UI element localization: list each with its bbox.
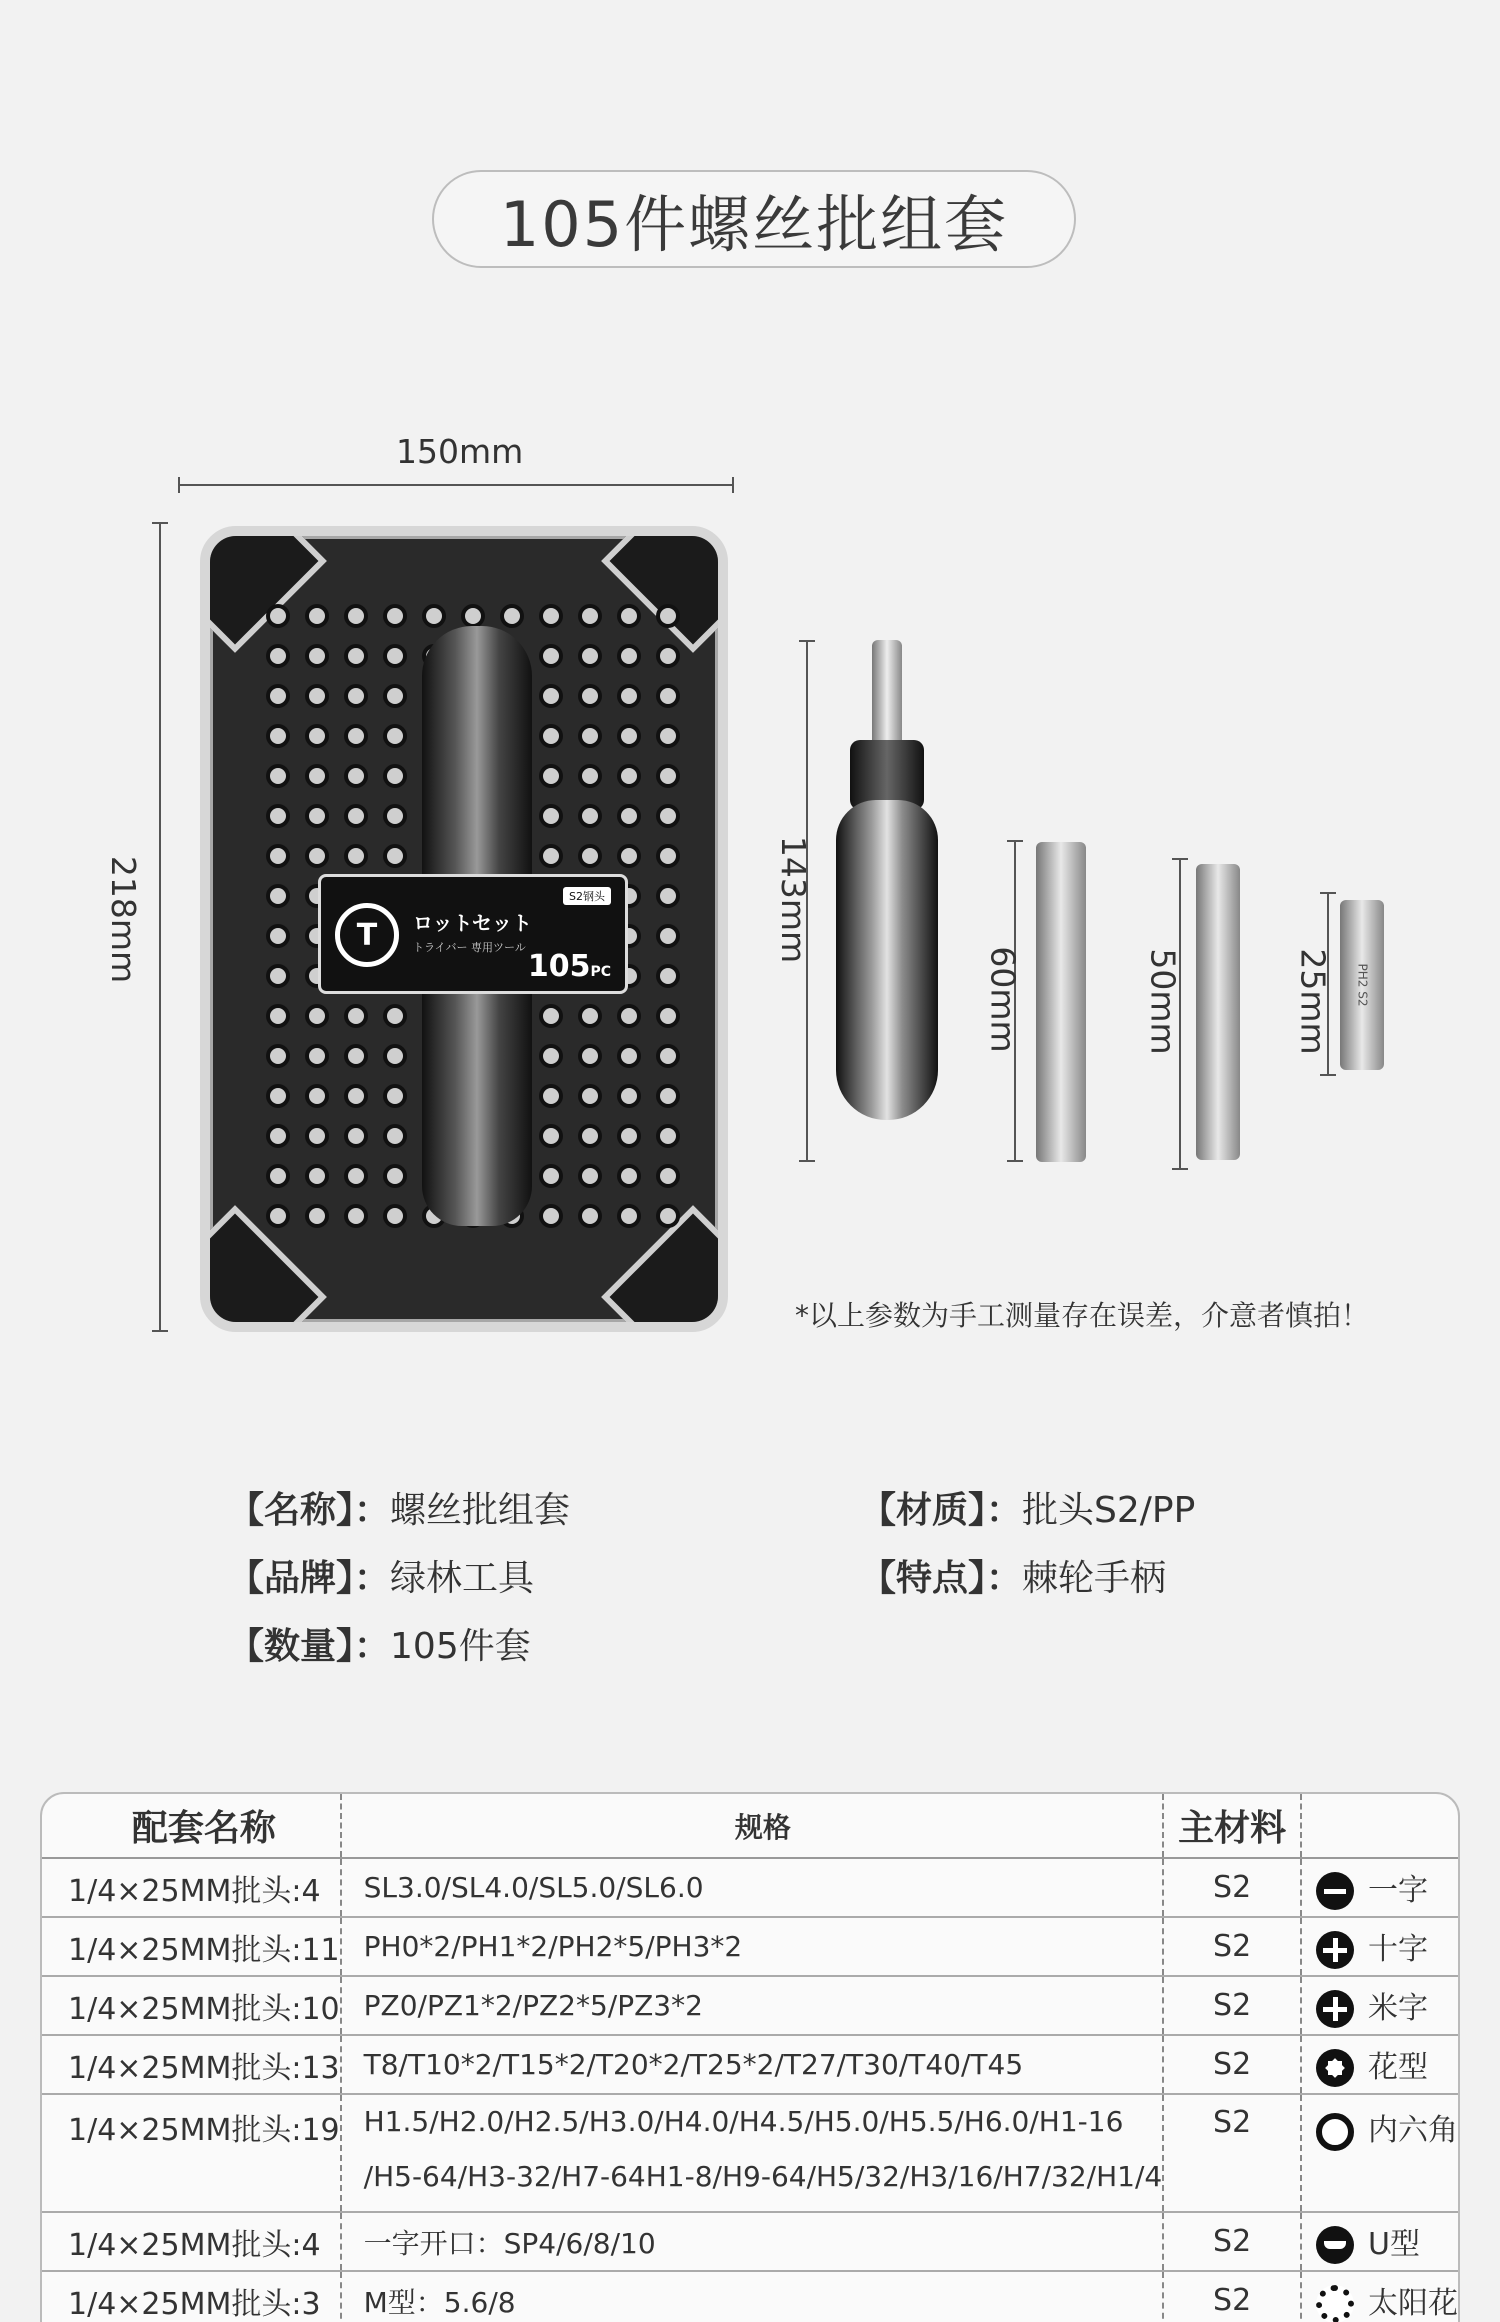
driver-length-tick-top	[799, 640, 815, 642]
ext2-length-label: 50mm	[1143, 948, 1183, 1055]
table-row	[42, 1917, 1458, 1976]
bit-marking: PH2 S2	[1355, 963, 1369, 1007]
box-label-subtitle: トライバー 専用ツール	[413, 941, 526, 954]
row-name: 1/4×25MM批头:11	[42, 1917, 341, 1976]
box-height-line	[159, 522, 161, 1332]
row-name: 1/4×25MM批头:3	[42, 2271, 341, 2322]
table-header-row	[42, 1794, 1458, 1858]
star-icon	[1316, 2049, 1354, 2087]
row-type-label: 太阳花	[1368, 2285, 1458, 2321]
box-width-tick-left	[178, 477, 180, 493]
box-label-count-number: 105	[527, 949, 591, 984]
minus-icon	[1316, 1872, 1354, 1910]
row-spec-line1: H1.5/H2.0/H2.5/H3.0/H4.0/H4.5/H5.0/H5.5/H6.0/H1-16	[363, 2105, 1124, 2138]
row-name: 1/4×25MM批头:19	[42, 2094, 341, 2212]
row-material: S2	[1163, 1917, 1301, 1976]
pozi-plus-icon	[1316, 1990, 1354, 2028]
spec-feature-value: 棘轮手柄	[1022, 1558, 1167, 1599]
table-row	[42, 2271, 1458, 2322]
row-type-label: 米字	[1368, 1990, 1428, 2026]
box-height-label: 218mm	[104, 855, 144, 984]
spec-feature	[860, 1550, 1166, 1601]
box-width-line	[178, 484, 734, 486]
u-slot-icon	[1316, 2226, 1354, 2264]
spec-quantity-key: 【数量】：	[228, 1626, 391, 1667]
row-name: 1/4×25MM批头:10	[42, 1976, 341, 2035]
row-type	[1301, 2094, 1458, 2212]
ext1-length-label: 60mm	[983, 946, 1023, 1053]
row-name: 1/4×25MM批头:4	[42, 2212, 341, 2271]
toolbox-image	[200, 526, 728, 1332]
brand-logo: T	[335, 903, 399, 967]
box-height-tick-bottom	[152, 1330, 168, 1332]
spec-material-value: 批头S2/PP	[1022, 1490, 1196, 1531]
row-material: S2	[1163, 2035, 1301, 2094]
table-row	[42, 2212, 1458, 2271]
box-label-tag: S2钢头	[563, 887, 611, 905]
plus-icon	[1316, 1931, 1354, 1969]
row-type-label: 十字	[1368, 1931, 1428, 1967]
box-label-card	[318, 874, 628, 994]
row-spec: PH0*2/PH1*2/PH2*5/PH3*2	[341, 1917, 1164, 1976]
page-title: 105件螺丝批组套	[432, 170, 1076, 268]
parts-table	[40, 1792, 1460, 2322]
extension-50mm-image	[1196, 864, 1240, 1160]
row-spec: PZ0/PZ1*2/PZ2*5/PZ3*2	[341, 1976, 1164, 2035]
spec-brand	[228, 1550, 534, 1601]
spec-quantity-value: 105件套	[390, 1626, 531, 1667]
table-row	[42, 1858, 1458, 1917]
box-width-tick-right	[732, 477, 734, 493]
table-row	[42, 2094, 1458, 2212]
row-spec: T8/T10*2/T15*2/T20*2/T25*2/T27/T30/T40/T45	[341, 2035, 1164, 2094]
col-header-spec: 规格	[341, 1794, 1164, 1858]
col-header-name: 配套名称	[42, 1794, 341, 1858]
ext1-length-tick-bottom	[1007, 1160, 1023, 1162]
row-material: S2	[1163, 1858, 1301, 1917]
row-material: S2	[1163, 1976, 1301, 2035]
spec-name	[228, 1482, 570, 1533]
box-label-title: ロットセット	[413, 911, 532, 935]
sun-icon	[1316, 2285, 1354, 2322]
row-spec: SL3.0/SL4.0/SL5.0/SL6.0	[341, 1858, 1164, 1917]
measurement-note: *以上参数为手工测量存在误差，介意者慎拍！	[795, 1299, 1370, 1332]
row-type	[1301, 2271, 1458, 2322]
bit-length-label: 25mm	[1293, 948, 1333, 1055]
spec-feature-key: 【特点】：	[860, 1558, 1023, 1599]
spec-brand-key: 【品牌】：	[228, 1558, 391, 1599]
row-material: S2	[1163, 2094, 1301, 2212]
row-type	[1301, 2212, 1458, 2271]
ext2-length-tick-bottom	[1172, 1168, 1188, 1170]
box-height-tick-top	[152, 522, 168, 524]
row-type-label: 内六角	[1368, 2113, 1458, 2148]
row-spec: 一字开口：SP4/6/8/10	[341, 2212, 1164, 2271]
row-type-label: 一字	[1368, 1872, 1428, 1908]
col-header-type	[1301, 1794, 1458, 1858]
row-type-label: U型	[1368, 2226, 1420, 2262]
spec-material	[860, 1482, 1195, 1533]
row-material: S2	[1163, 2212, 1301, 2271]
row-name: 1/4×25MM批头:4	[42, 1858, 341, 1917]
box-label-count	[528, 949, 611, 984]
row-spec-line2: /H5-64/H3-32/H7-64H1-8/H9-64/H5/32/H3/16/H7/32/H1/4	[363, 2160, 1163, 2193]
driver-length-label: 143mm	[774, 835, 814, 964]
row-type-label: 花型	[1368, 2049, 1428, 2085]
extension-60mm-image	[1036, 842, 1086, 1162]
ext1-length-tick-top	[1007, 840, 1023, 842]
table-row	[42, 1976, 1458, 2035]
bit-length-tick-bottom	[1320, 1074, 1336, 1076]
spec-name-key: 【名称】：	[228, 1490, 391, 1531]
row-type	[1301, 1917, 1458, 1976]
box-label-count-unit: PC	[590, 964, 611, 980]
spec-material-key: 【材质】：	[860, 1490, 1023, 1531]
table-row	[42, 2035, 1458, 2094]
spec-name-value: 螺丝批组套	[390, 1490, 571, 1531]
row-name: 1/4×25MM批头:13	[42, 2035, 341, 2094]
ext2-length-tick-top	[1172, 858, 1188, 860]
spec-brand-value: 绿林工具	[390, 1558, 535, 1599]
hex-icon	[1316, 2113, 1354, 2151]
bit-length-tick-top	[1320, 892, 1336, 894]
col-header-material: 主材料	[1163, 1794, 1301, 1858]
bit-25mm-image	[1340, 900, 1384, 1070]
box-width-label: 150mm	[396, 432, 524, 471]
row-type	[1301, 1976, 1458, 2035]
row-spec: M型：5.6/8	[341, 2271, 1164, 2322]
row-material: S2	[1163, 2271, 1301, 2322]
ratchet-screwdriver-image	[832, 640, 942, 1120]
spec-quantity	[228, 1618, 531, 1669]
row-spec	[341, 2094, 1164, 2212]
driver-length-tick-bottom	[799, 1160, 815, 1162]
row-type	[1301, 2035, 1458, 2094]
row-type	[1301, 1858, 1458, 1917]
